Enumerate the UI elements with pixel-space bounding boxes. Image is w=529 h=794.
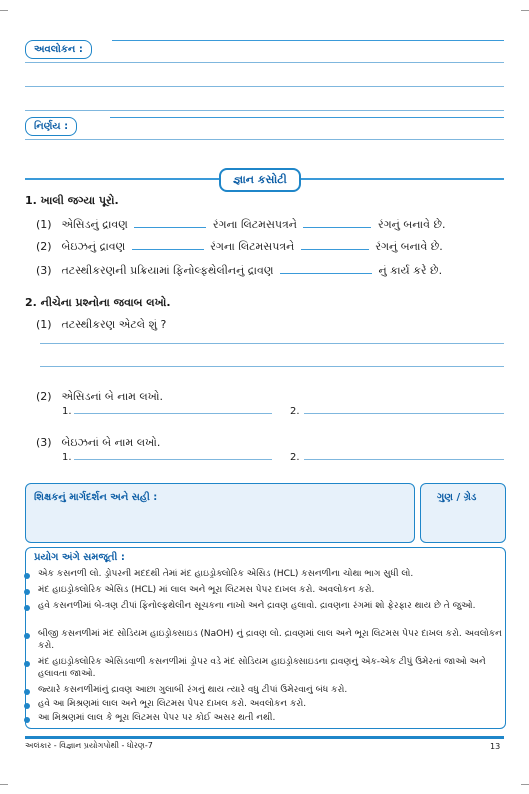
question-number: (1)	[36, 318, 52, 331]
answer-blank[interactable]	[134, 226, 206, 228]
explanation-item: મંદ હાઇડ્રોક્લોરિક એસિડ (HCL) માં લાલ અને ભૂરા લિટમસ પેપર દાખલ કરો. અવલોકન કરો.	[38, 585, 375, 595]
explanation-item: જ્યારે કસનળીમાંનું દ્રાવણ આછા ગુલાબી રંગનું થાય ત્યારે વધુ ટીપાં ઉમેરવાનું બંધ કરો.	[38, 685, 348, 695]
explanation-item: હવે આ મિશ્રણમાં લાલ અને ભૂરા લિટમસ પેપર દાખલ કરો. અવલોકન કરો.	[38, 699, 307, 709]
fill-question-3	[36, 264, 442, 278]
fill-question-1	[36, 218, 445, 232]
answer-line[interactable]	[304, 459, 504, 460]
crop-mark	[0, 10, 8, 11]
conclusion-rule	[110, 117, 504, 118]
crop-mark	[521, 10, 529, 11]
bullet-icon	[24, 689, 30, 695]
answer-line[interactable]	[74, 413, 272, 414]
teacher-remarks-box[interactable]	[25, 483, 415, 543]
quiz-title: જ્ઞાન કસોટી	[219, 168, 301, 192]
writing-line	[25, 62, 504, 63]
question-text: રંગના લિટમસપત્રને	[212, 218, 297, 231]
answer-line[interactable]	[40, 366, 504, 367]
bullet-icon	[24, 573, 30, 579]
answer-question-3	[36, 436, 160, 450]
question-text: રંગના લિટમસપત્રને	[210, 240, 295, 253]
explanation-item: હવે કસનળીમાં બે-ત્રણ ટીપાં ફિનોલ્ફથેલીન સૂચકના નાખો અને દ્રાવણ હલાવો. દ્રાવણના રંગમાં શો ફેરફાર થાય છે તે જુઓ.	[38, 601, 476, 611]
bullet-icon	[24, 703, 30, 709]
question-text: એસિડનાં બે નામ લખો.	[61, 390, 164, 403]
section2-title: 2. નીચેના પ્રશ્નોના જવાબ લખો.	[25, 296, 171, 309]
answer-line[interactable]	[74, 459, 272, 460]
footer-book-title: અલંકાર - વિજ્ઞાન પ્રયોગપોથી - ધોરણ-7	[25, 741, 153, 750]
grade-label: ગુણ / ગ્રેડ	[437, 492, 477, 503]
bullet-icon	[24, 717, 30, 723]
question-text: રંગનું બનાવે છે.	[375, 240, 443, 253]
explanation-item: એક કસનળી લો. ડ્રોપરની મદદથી તેમાં મંદ હાઇડ્રોક્લોરિક એસિડ (HCL) કસનળીના ચોથા ભાગ સુધી લો.	[38, 569, 414, 579]
answer-blank[interactable]	[132, 248, 204, 250]
answer-blank[interactable]	[303, 226, 371, 228]
footer-rule	[25, 736, 504, 739]
explanation-item: આ મિશ્રણમાં લાલ કે ભૂરા લિટમસ પેપર પર કોઈ અસર થતી નથી.	[38, 713, 276, 723]
question-text: બેઇઝનાં બે નામ લખો.	[61, 436, 161, 449]
section1-title: 1. ખાલી જગ્યા પૂરો.	[25, 194, 119, 207]
question-text: તટસ્થીકરણની પ્રક્રિયામાં ફિનોલ્ફથેલીનનું દ્રાવણ	[61, 264, 274, 277]
question-text: નું કાર્ય કરે છે.	[378, 264, 443, 277]
observation-label: અવલોકન :	[25, 40, 92, 59]
answer-number: 1.	[62, 452, 72, 463]
writing-line	[25, 110, 504, 111]
answer-blank[interactable]	[280, 272, 372, 274]
explanation-title: પ્રયોગ અંગે સમજૂતી :	[34, 552, 125, 563]
writing-line	[25, 86, 504, 87]
answer-question-1	[36, 318, 166, 332]
answer-number: 2.	[290, 406, 300, 417]
question-number: (1)	[36, 218, 52, 231]
fill-question-2	[36, 240, 443, 254]
bullet-icon	[24, 589, 30, 595]
observation-rule	[112, 40, 504, 41]
bullet-icon	[24, 633, 30, 639]
answer-number: 2.	[290, 452, 300, 463]
page-number: 13	[490, 742, 501, 751]
question-text: બેઇઝનું દ્રાવણ	[61, 240, 126, 253]
question-text: રંગનું બનાવે છે.	[377, 218, 446, 231]
crop-mark	[0, 784, 8, 785]
writing-line	[25, 139, 504, 140]
bullet-icon	[24, 661, 30, 667]
question-number: (3)	[36, 264, 52, 277]
answer-number: 1.	[62, 406, 72, 417]
teacher-remarks-label: શિક્ષકનું માર્ગદર્શન અને સહી :	[34, 492, 158, 503]
crop-mark	[521, 784, 529, 785]
answer-line[interactable]	[304, 413, 504, 414]
explanation-item: મંદ હાઇડ્રોક્લોરિક એસિડવાળી કસનળીમાં ડ્રોપર વડે મંદ સોડિયમ હાઇડ્રોક્સાઇડના દ્રાવણનું એક-એક ટીપું ઉમેરતાં જાઓ અને હલાવતા જાઓ.	[38, 657, 486, 679]
bullet-icon	[24, 605, 30, 611]
question-number: (3)	[36, 436, 52, 449]
answer-question-2	[36, 390, 163, 404]
question-number: (2)	[36, 390, 52, 403]
conclusion-label: નિર્ણય :	[25, 117, 77, 136]
explanation-item: બીજી કસનળીમાં મંદ સોડિયમ હાઇડ્રોક્સાઇડ (NaOH) નું દ્રાવણ લો. દ્રાવણમાં લાલ અને ભૂરા લિટમસ પેપર દાખલ કરો. અવલોકન કરો.	[38, 629, 502, 651]
answer-blank[interactable]	[301, 248, 369, 250]
grade-box[interactable]	[420, 483, 506, 543]
answer-line[interactable]	[40, 343, 504, 344]
question-text: એસિડનું દ્રાવણ	[61, 218, 128, 231]
question-text: તટસ્થીકરણ એટલે શું ?	[61, 318, 167, 331]
question-number: (2)	[36, 240, 52, 253]
